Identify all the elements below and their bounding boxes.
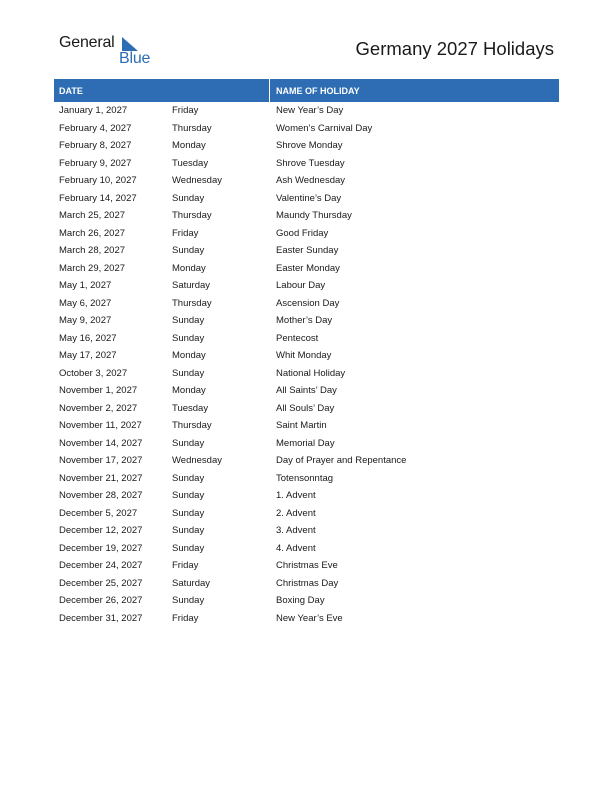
table-row [54, 365, 559, 383]
holiday-weekday: Sunday [172, 542, 205, 554]
logo-text-general: General [59, 34, 115, 51]
table-row [54, 592, 559, 610]
holiday-date: March 29, 2027 [59, 262, 126, 274]
holiday-weekday: Sunday [172, 332, 205, 344]
holiday-date: February 4, 2027 [59, 122, 132, 134]
table-row [54, 400, 559, 418]
holiday-date: May 16, 2027 [59, 332, 117, 344]
brand-logo [59, 34, 149, 68]
table-row [54, 470, 559, 488]
holiday-date: March 26, 2027 [59, 227, 126, 239]
holiday-date: November 2, 2027 [59, 402, 138, 414]
table-row [54, 207, 559, 225]
holiday-weekday: Saturday [172, 280, 211, 291]
holiday-weekday: Monday [172, 385, 206, 396]
holiday-date: March 28, 2027 [59, 245, 126, 256]
holiday-name: Ash Wednesday [276, 175, 346, 186]
logo-flag-icon [120, 37, 138, 51]
holiday-name: 1. Advent [276, 490, 316, 501]
table-row [54, 435, 559, 453]
holiday-name: 3. Advent [276, 525, 316, 536]
holiday-name: Mother’s Day [276, 315, 333, 326]
holiday-weekday: Sunday [172, 437, 205, 449]
holiday-name: Whit Monday [276, 350, 332, 361]
holiday-weekday: Sunday [172, 245, 205, 256]
holiday-date: February 10, 2027 [59, 175, 137, 186]
table-row [54, 330, 559, 348]
holiday-date: November 11, 2027 [59, 420, 142, 431]
holiday-name: Christmas Eve [276, 560, 338, 571]
holiday-date: November 21, 2027 [59, 472, 143, 484]
holiday-weekday: Thursday [172, 210, 212, 221]
table-row [54, 382, 559, 400]
holiday-name: 2. Advent [276, 507, 316, 519]
holiday-date: December 25, 2027 [59, 577, 143, 589]
table-row [54, 487, 559, 505]
holiday-name: Pentecost [276, 332, 319, 344]
table-row [54, 575, 559, 593]
table-row [54, 120, 559, 138]
holiday-weekday: Sunday [172, 367, 205, 379]
table-row [54, 172, 559, 190]
holiday-name: Day of Prayer and Repentance [276, 455, 407, 466]
holiday-name: Easter Sunday [276, 245, 339, 256]
holiday-weekday: Tuesday [172, 402, 209, 414]
holiday-weekday: Monday [172, 350, 206, 361]
holiday-weekday: Saturday [172, 577, 211, 589]
table-row [54, 295, 559, 313]
holiday-date: February 9, 2027 [59, 157, 132, 169]
table-row [54, 452, 559, 470]
page-title: Germany 2027 Holidays [355, 38, 554, 59]
holiday-name: Shrove Tuesday [276, 157, 345, 169]
holiday-weekday: Sunday [172, 490, 205, 501]
holiday-name: New Year’s Eve [276, 612, 343, 624]
holiday-name: Labour Day [276, 280, 326, 291]
table-row [54, 610, 559, 628]
table-row [54, 242, 559, 260]
holiday-weekday: Sunday [172, 472, 205, 484]
table-row [54, 522, 559, 540]
holiday-date: December 26, 2027 [59, 595, 143, 606]
holiday-date: December 31, 2027 [59, 612, 143, 624]
table-row [54, 260, 559, 278]
holiday-date: May 1, 2027 [59, 280, 112, 291]
holiday-date: May 17, 2027 [59, 350, 117, 361]
holiday-date: March 25, 2027 [59, 210, 126, 221]
table-row [54, 347, 559, 365]
holiday-weekday: Sunday [172, 315, 205, 326]
column-header-date: DATE [59, 86, 83, 96]
holiday-date: May 6, 2027 [59, 297, 112, 309]
column-divider [269, 79, 270, 102]
holiday-name: Memorial Day [276, 437, 335, 449]
holiday-name: Easter Monday [276, 262, 340, 274]
holiday-name: 4. Advent [276, 542, 316, 554]
holiday-weekday: Tuesday [172, 157, 209, 169]
holiday-weekday: Friday [172, 227, 199, 239]
holiday-date: February 14, 2027 [59, 192, 137, 204]
holiday-weekday: Thursday [172, 122, 212, 134]
column-header-holiday-name: NAME OF HOLIDAY [276, 86, 360, 96]
holiday-date: December 24, 2027 [59, 560, 143, 571]
holiday-date: February 8, 2027 [59, 140, 132, 151]
holiday-name: Totensonntag [276, 472, 334, 484]
holiday-weekday: Sunday [172, 192, 205, 204]
holiday-weekday: Friday [172, 612, 199, 624]
holiday-name: Women’s Carnival Day [276, 122, 373, 134]
holiday-weekday: Friday [172, 105, 199, 116]
holiday-date: December 12, 2027 [59, 525, 143, 536]
holiday-name: New Year’s Day [276, 105, 344, 116]
holiday-weekday: Friday [172, 560, 199, 571]
holiday-name: Shrove Monday [276, 140, 343, 151]
table-row [54, 540, 559, 558]
table-row [54, 277, 559, 295]
table-row [54, 137, 559, 155]
holiday-weekday: Sunday [172, 525, 205, 536]
holiday-weekday: Wednesday [172, 455, 222, 466]
holiday-name: All Souls’ Day [276, 402, 335, 414]
holiday-date: November 28, 2027 [59, 490, 143, 501]
holiday-date: December 5, 2027 [59, 507, 138, 519]
logo-text-blue: Blue [119, 50, 151, 67]
holiday-name: Valentine’s Day [276, 192, 342, 204]
table-row [54, 155, 559, 173]
table-row [54, 505, 559, 523]
table-row [54, 225, 559, 243]
holiday-weekday: Wednesday [172, 175, 222, 186]
holiday-weekday: Sunday [172, 595, 205, 606]
holiday-date: May 9, 2027 [59, 315, 112, 326]
holiday-date: November 17, 2027 [59, 455, 143, 466]
holiday-date: November 14, 2027 [59, 437, 143, 449]
table-row [54, 190, 559, 208]
table-row [54, 417, 559, 435]
holiday-date: December 19, 2027 [59, 542, 143, 554]
holiday-date: November 1, 2027 [59, 385, 138, 396]
holiday-name: National Holiday [276, 367, 346, 379]
holiday-name: Good Friday [276, 227, 329, 239]
holiday-weekday: Monday [172, 140, 206, 151]
table-row [54, 557, 559, 575]
table-header [54, 79, 559, 102]
holiday-weekday: Sunday [172, 507, 205, 519]
holiday-weekday: Thursday [172, 297, 212, 309]
holiday-name: Ascension Day [276, 297, 340, 309]
holiday-table-body [54, 102, 559, 627]
holiday-date: January 1, 2027 [59, 105, 128, 116]
holiday-name: Saint Martin [276, 420, 327, 431]
holiday-name: All Saints’ Day [276, 385, 337, 396]
holiday-weekday: Thursday [172, 420, 212, 431]
holiday-name: Boxing Day [276, 595, 325, 606]
holiday-date: October 3, 2027 [59, 367, 128, 379]
holiday-name: Christmas Day [276, 577, 339, 589]
table-row [54, 102, 559, 120]
holiday-weekday: Monday [172, 262, 206, 274]
table-row [54, 312, 559, 330]
holiday-name: Maundy Thursday [276, 210, 352, 221]
